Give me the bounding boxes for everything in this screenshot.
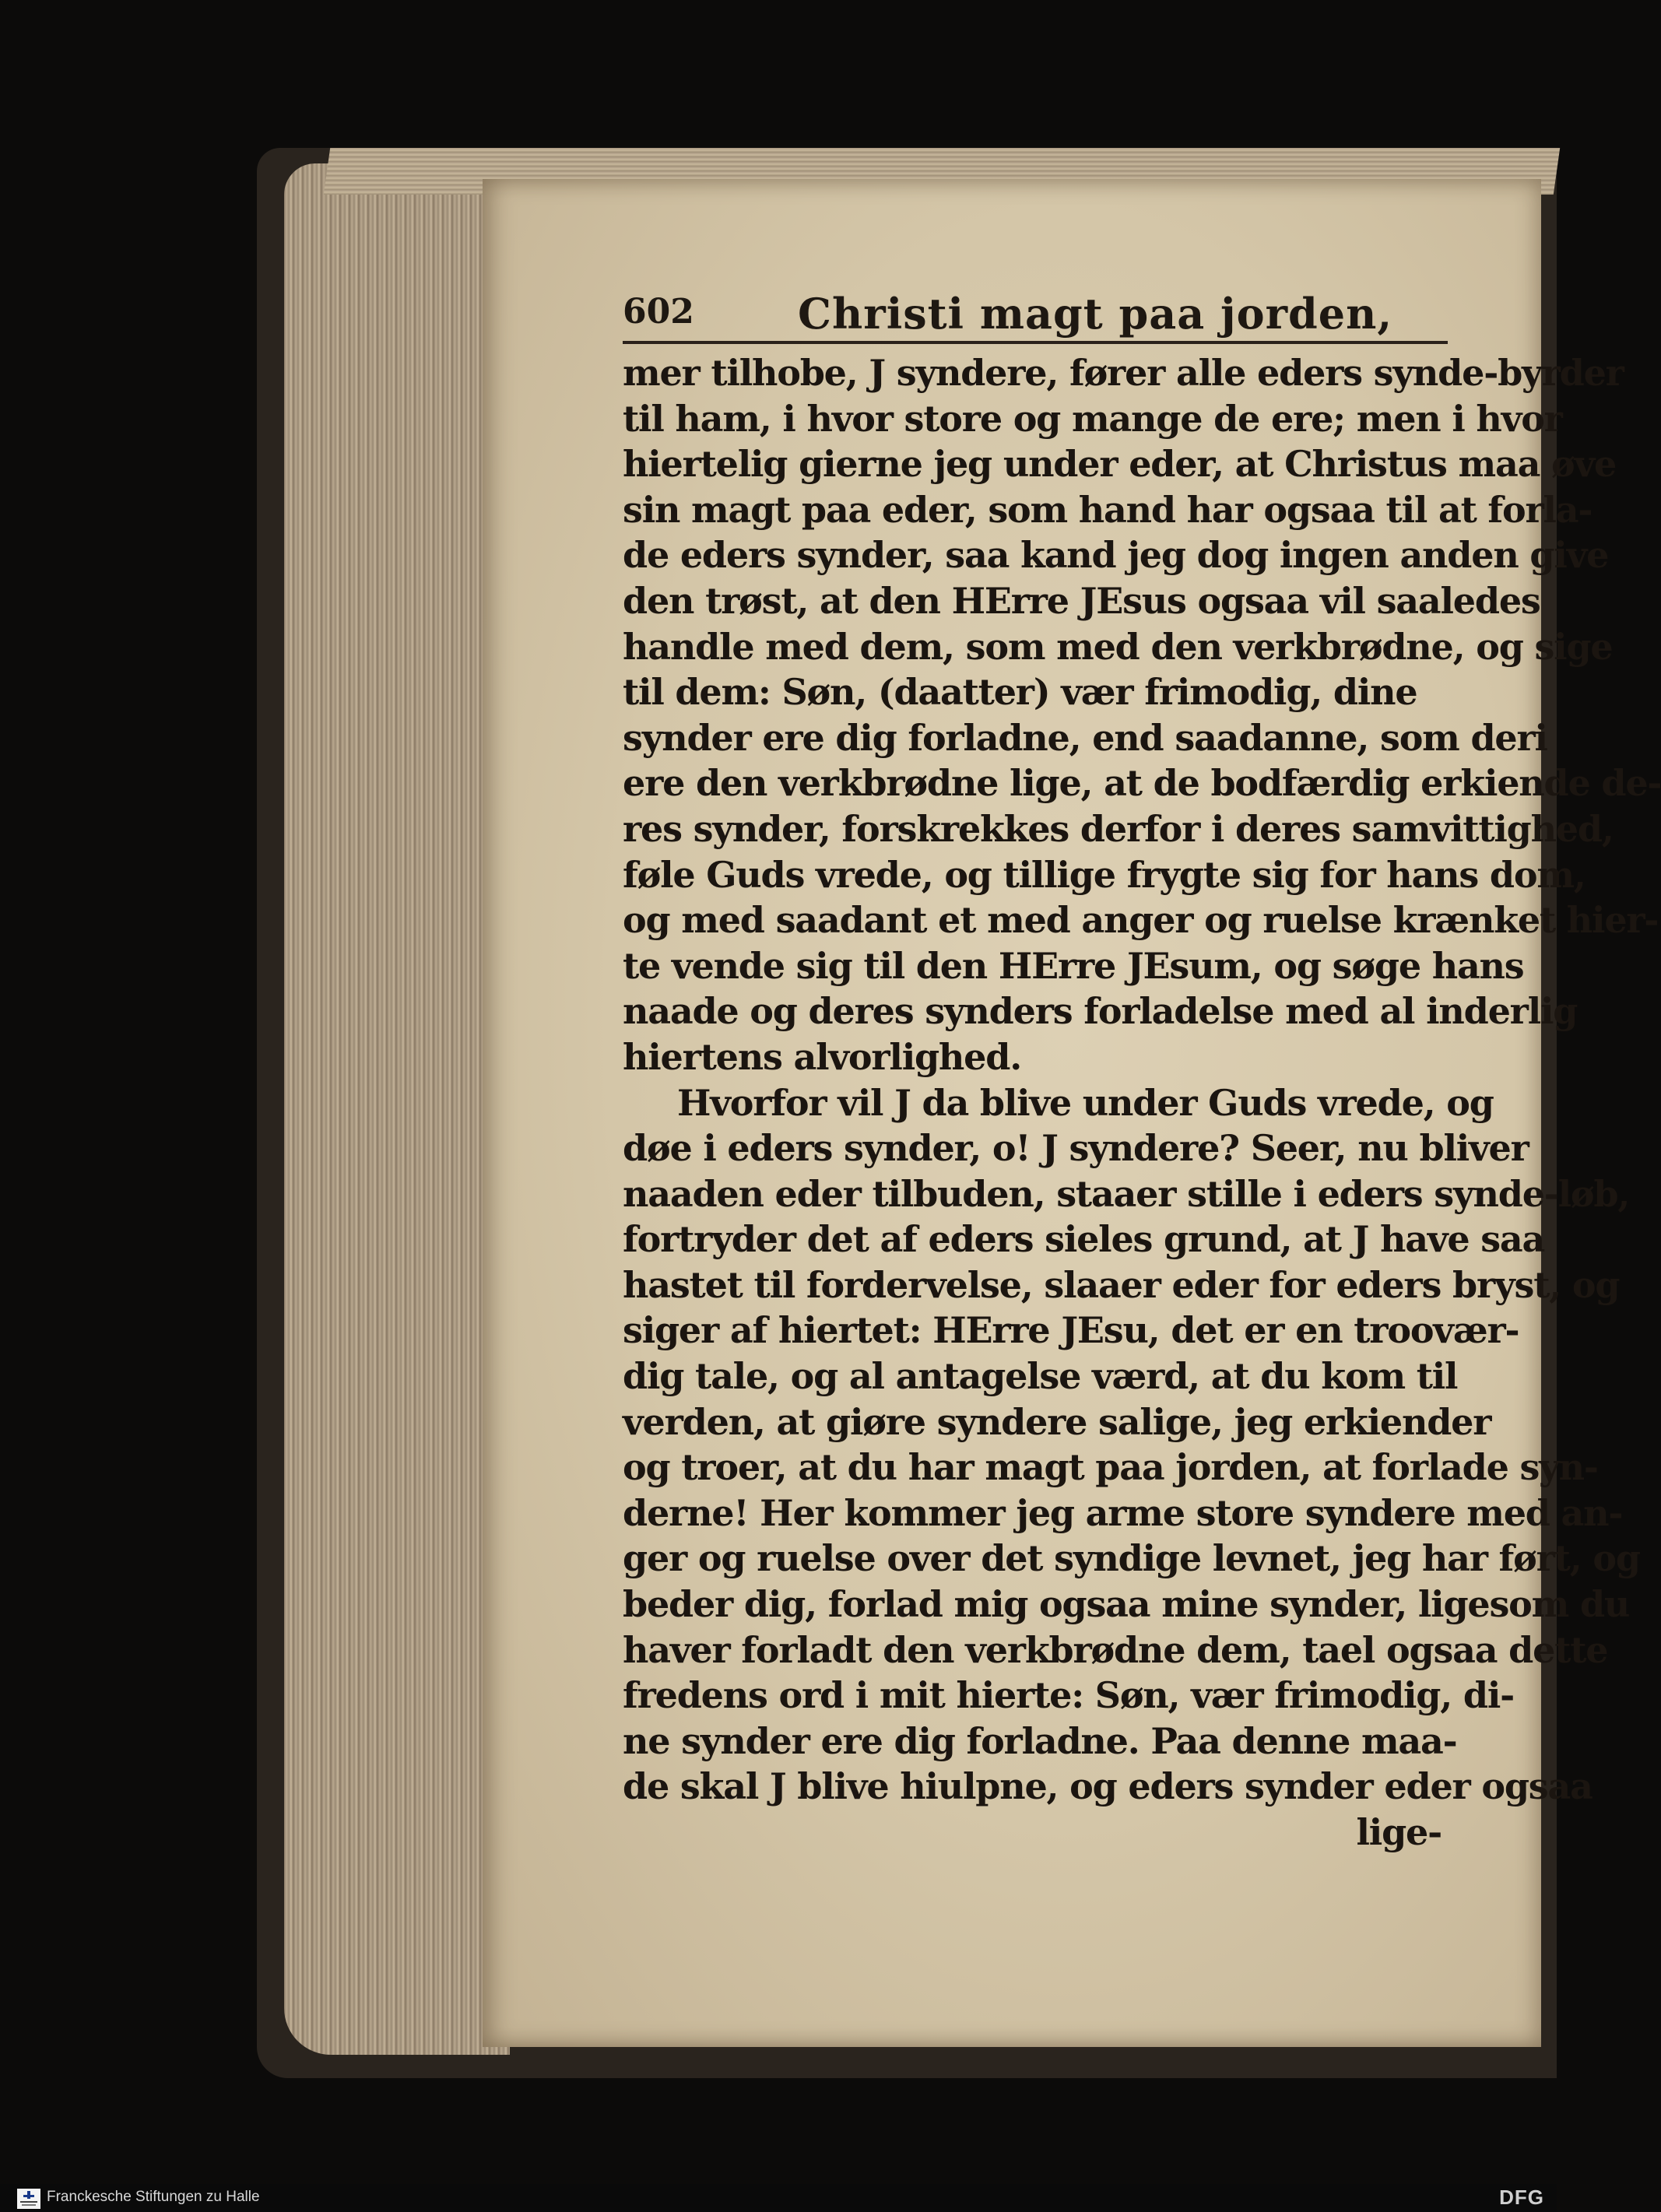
text-line: dig tale, og al antagelse værd, at du kom til: [623, 1355, 1458, 1398]
running-head: [623, 289, 1448, 339]
text-line: fredens ord i mit hierte: Søn, vær frimodig, di-: [623, 1674, 1515, 1717]
viewer-footer: [0, 2184, 1557, 2212]
text-line: beder dig, forlad mig ogsaa mine synder, ligesom du: [623, 1583, 1630, 1626]
institution-name: Franckesche Stiftungen zu Halle: [47, 2189, 260, 2205]
catchword: lige-: [1356, 1811, 1442, 1853]
page-block-edges: [284, 163, 510, 2055]
text-line: til dem: Søn, (daatter) vær frimodig, dine: [623, 671, 1417, 714]
running-title: Christi magt paa jorden,: [798, 289, 1393, 339]
text-line: ger og ruelse over det syndige levnet, jeg har ført, og: [623, 1537, 1640, 1580]
header-rule: [623, 341, 1448, 344]
text-line: ere den verkbrødne lige, at de bodfærdig erkiende de-: [623, 762, 1661, 805]
text-line: og troer, at du har magt paa jorden, at forlade syn-: [623, 1446, 1598, 1489]
text-line: døe i eders synder, o! J syndere? Seer, nu bliver: [623, 1127, 1529, 1170]
text-line: res synder, forskrekkes derfor i deres samvittighed,: [623, 807, 1614, 850]
text-line: hiertens alvorlighed.: [623, 1035, 1022, 1078]
text-line: mer tilhobe, J syndere, fører alle eders synde-byrder: [623, 352, 1624, 394]
text-line: fortryder det af eders sieles grund, at J have saa: [623, 1218, 1545, 1261]
dfg-logo: DFG: [1499, 2186, 1544, 2209]
text-line: til ham, i hvor store og mange de ere; men i hvor: [623, 397, 1562, 440]
text-line: den trøst, at den HErre JEsus ogsaa vil saaledes: [623, 579, 1540, 622]
paragraph-start-line: Hvorfor vil J da blive under Guds vrede, og: [677, 1081, 1494, 1124]
text-line: verden, at giøre syndere salige, jeg erkiender: [623, 1400, 1491, 1443]
text-line: siger af hiertet: HErre JEsu, det er en troovær-: [623, 1309, 1519, 1352]
text-line: haver forladt den verkbrødne dem, tael ogsaa dette: [623, 1628, 1608, 1671]
text-line: synder ere dig forladne, end saadanne, som deri: [623, 716, 1547, 759]
text-line: de skal J blive hiulpne, og eders synder eder ogsaa: [623, 1765, 1593, 1808]
text-line: te vende sig til den HErre JEsum, og søge hans: [623, 944, 1524, 987]
body-text: [623, 350, 1661, 1856]
text-line: hastet til fordervelse, slaaer eder for eders bryst, og: [623, 1263, 1620, 1306]
text-line: ne synder ere dig forladne. Paa denne maa-: [623, 1719, 1457, 1762]
text-line: naaden eder tilbuden, staaer stille i eders synde-løb,: [623, 1172, 1630, 1215]
page-number: 602: [623, 292, 694, 332]
text-line: sin magt paa eder, som hand har ogsaa til at forla-: [623, 488, 1593, 531]
text-line: og med saadant et med anger og ruelse krænket hier-: [623, 899, 1659, 942]
text-line: handle med dem, som med den verkbrødne, og sige: [623, 625, 1613, 668]
text-line: føle Guds vrede, og tillige frygte sig for hans dom,: [623, 853, 1586, 896]
text-line: derne! Her kommer jeg arme store syndere med an-: [623, 1491, 1623, 1534]
text-line: hiertelig gierne jeg under eder, at Christus maa øve: [623, 443, 1617, 486]
institution-logo-icon: [17, 2189, 40, 2209]
text-line: de eders synder, saa kand jeg dog ingen anden give: [623, 534, 1609, 577]
text-line: naade og deres synders forladelse med al inderlig: [623, 990, 1578, 1033]
